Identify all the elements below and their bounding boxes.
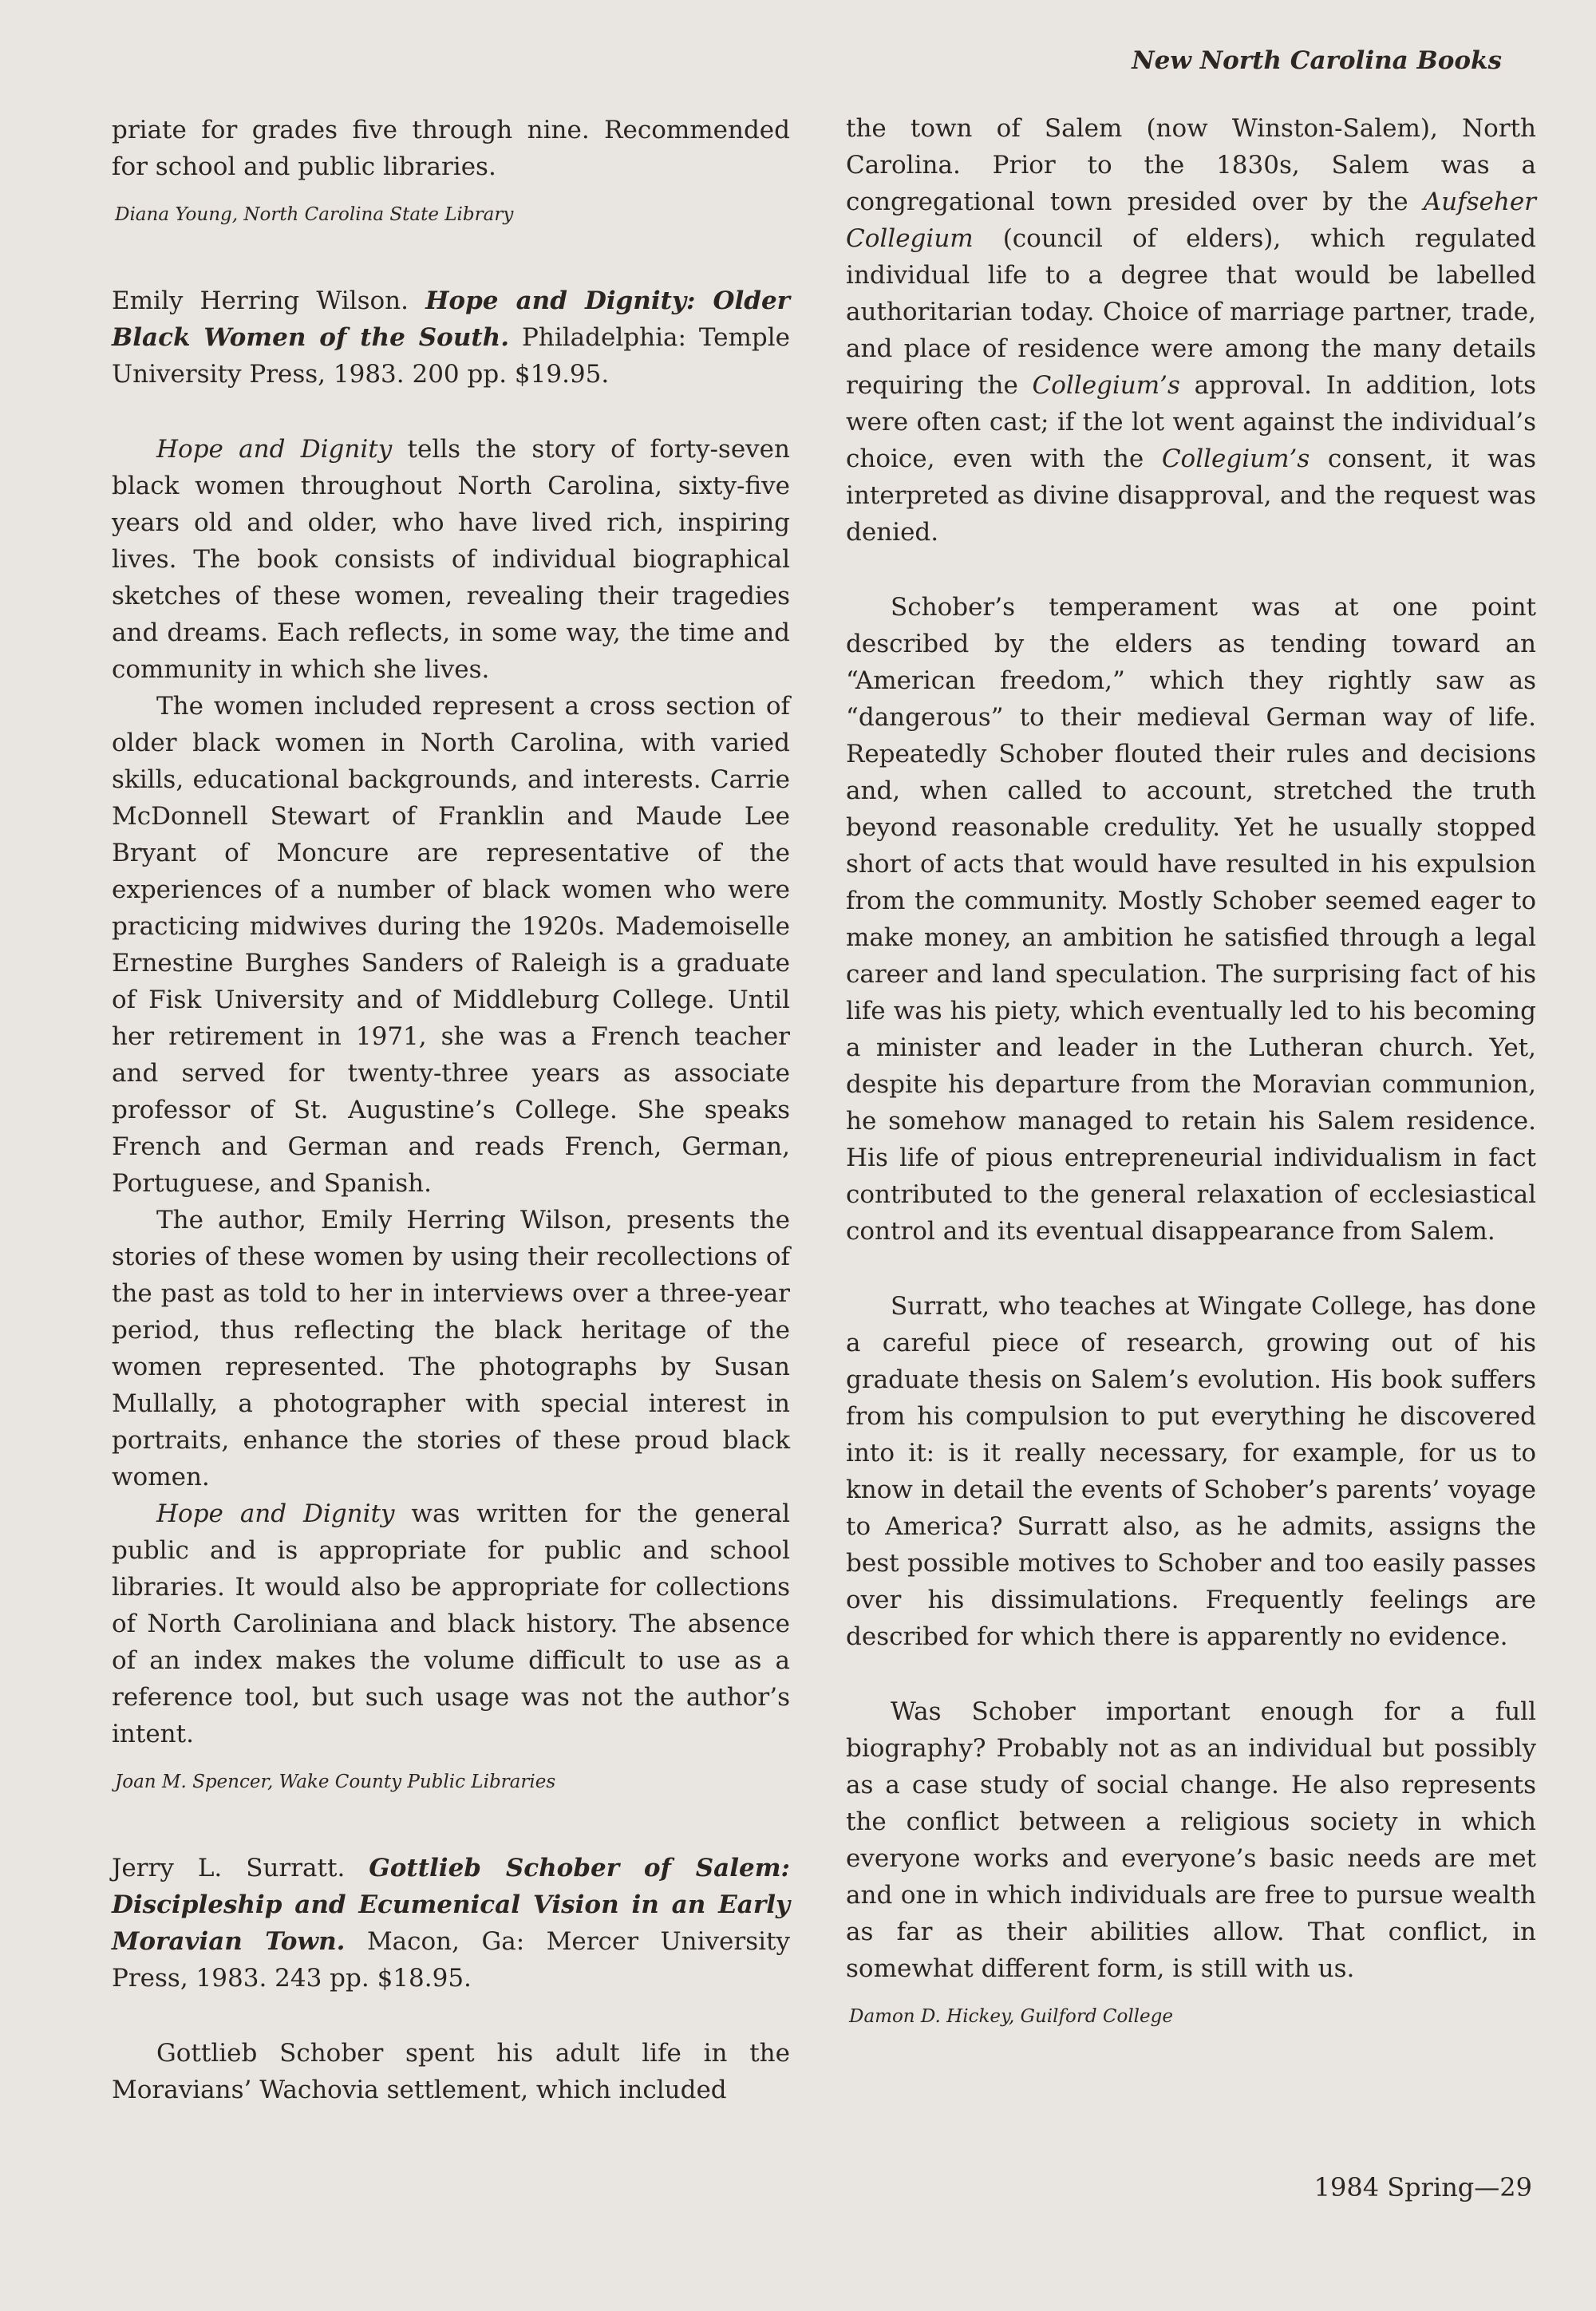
book-citation	[112, 1850, 790, 1997]
book-citation	[112, 282, 790, 393]
review-paragraph: Surratt, who teaches at Wingate College, has done a careful piece of research, growing out of his graduate thesis on Salem’s evolution. His book suffers from his compulsion to put everything he discovered into it: is it really necessary, for example, for us to know in detail the events of Schober’s parents’ voyage to America? Surratt also, as he admits, assigns the best possible motives to Schober and too easily passes over his dissimulations. Frequently feelings are described for which there is apparently no evidence.	[846, 1292, 1536, 1651]
review-paragraph: Schober’s temperament was at one point described by the elders as tending toward an “American freedom,” which they rightly saw as “dangerous” to their medieval German way of life. Repeatedly Schober flouted their rules and decisions and, when called to account, stretched the truth beyond reasonable credulity. Yet he usually stopped short of acts that would have resulted in his expulsion from the community. Mostly Schober seemed eager to make money, an ambition he satisfied through a legal career and land speculation. The surprising fact of his life was his piety, which eventually led to his becoming a minister and leader in the Lutheran church. Yet, despite his departure from the Moravian communion, he somehow managed to retain his Salem residence. His life of pious entrepreneurial individualism in fact contributed to the general relaxation of ecclesiastical control and its eventual disappearance from Salem.	[846, 593, 1536, 1246]
reviewer-signature: Diana Young, North Carolina State Library	[115, 204, 514, 225]
carryover-paragraph: priate for grades five through nine. Recommended for school and public libraries.	[112, 116, 790, 181]
reviewer-signature: Damon D. Hickey, Guilford College	[849, 2006, 1173, 2027]
review-paragraph: The women included represent a cross section of older black women in North Carolina, with varied skills, educational backgrounds, and interests. Carrie McDonnell Stewart of Franklin and Maude Lee Bryant of Moncure are representative of the experiences of a number of black women who were practicing midwives during the 1920s. Mademoiselle Ernestine Burghes Sanders of Raleigh is a graduate of Fisk University and of Middleburg College. Until her retirement in 1971, she was a French teacher and served for twenty-three years as associate professor of St. Augustine’s College. She speaks French and German and reads French, German, Portuguese, and Spanish.	[112, 692, 790, 1198]
running-head: New North Carolina Books	[1132, 46, 1502, 75]
review-paragraph: Gottlieb Schober spent his adult life in the Moravians’ Wachovia settlement, which included	[112, 2039, 790, 2104]
review-paragraph: the town of Salem (now Winston-Salem), North Carolina. Prior to the 1830s, Salem was a congregational town presided over by the Aufseher Collegium (council of elders), which regulated individual life to a degree that would be labelled authoritarian today. Choice of marriage partner, trade, and place of residence were among the many details requiring the Collegium’s approval. In addition, lots were often cast; if the lot went against the individual’s choice, even with the Collegium’s consent, it was interpreted as divine disapproval, and the request was denied.	[846, 114, 1536, 547]
book-author: Emily Herring Wilson.	[112, 286, 409, 315]
book-author: Jerry L. Surratt.	[112, 1854, 346, 1882]
page-number: 1984 Spring—29	[1314, 2172, 1532, 2202]
book-title-ref: Hope and Dignity	[156, 435, 393, 464]
review-paragraph: Hope and Dignity tells the story of forty-seven black women throughout North Carolina, sixty-five years old and older, who have lived rich, inspiring lives. The book consists of individual biographical sketches of these women, revealing their tragedies and dreams. Each reflects, in some way, the time and community in which she lives.	[112, 435, 790, 684]
book-title: Hope and Dignity: Older Black Women of the South.	[112, 286, 791, 352]
book-publication: Macon, Ga: Mercer University Press, 1983. 243 pp. $18.95.	[112, 1927, 791, 1993]
reviewer-signature: Joan M. Spencer, Wake County Public Libraries	[115, 1772, 556, 1792]
right-column	[846, 110, 1536, 2029]
review-paragraph: Was Schober important enough for a full biography? Probably not as an individual but possibly as a case study of social change. He also represents the conflict between a religious society in which everyone works and everyone’s basic needs are met and one in which individuals are free to pursue wealth as far as their abilities allow. That conflict, in somewhat different form, is still with us.	[846, 1697, 1536, 1983]
review-paragraph: The author, Emily Herring Wilson, presents the stories of these women by using their recollections of the past as told to her in interviews over a three-year period, thus reflecting the black heritage of the women represented. The photographs by Susan Mullally, a photographer with special interest in portraits, enhance the stories of these proud black women.	[112, 1206, 790, 1491]
book-title-ref: Hope and Dignity	[156, 1499, 395, 1528]
book-title: Gottlieb Schober of Salem: Discipleship and Ecumenical Vision in an Early Moravian Town.	[112, 1854, 790, 1956]
left-column	[112, 112, 790, 2108]
book-publication: Philadelphia: Temple University Press, 1983. 200 pp. $19.95.	[112, 323, 791, 389]
review-paragraph: Hope and Dignity was written for the general public and is appropriate for public and school libraries. It would also be appropriate for collections of North Caroliniana and black history. The absence of an index makes the volume difficult to use as a reference tool, but such usage was not the author’s intent.	[112, 1499, 790, 1748]
